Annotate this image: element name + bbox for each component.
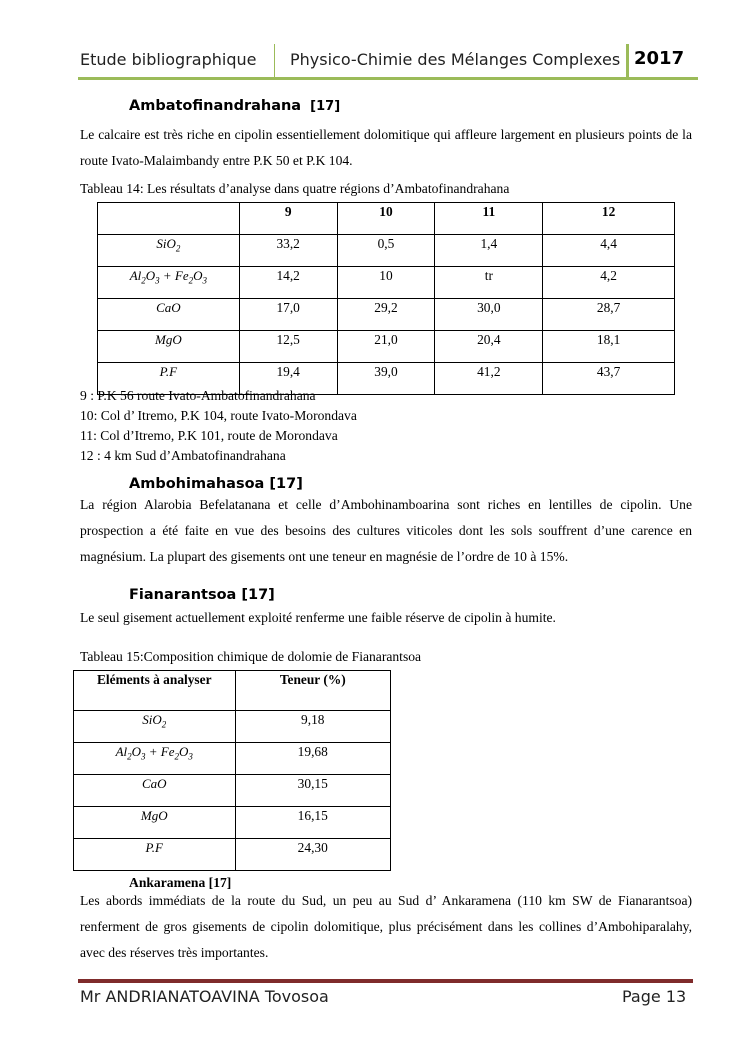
row-label-sio2 bbox=[98, 235, 240, 267]
formula-sio2: SiO$_2$ bbox=[156, 236, 181, 254]
table-row bbox=[98, 235, 675, 267]
formula-al2o3-fe2o3: $Al_2O_3 + Fe_2O_3$ bbox=[115, 744, 193, 762]
header-year: 2017 bbox=[634, 48, 685, 69]
table-header-row bbox=[74, 671, 391, 711]
table-row bbox=[74, 711, 391, 743]
table-cell: 9,18 bbox=[235, 711, 391, 743]
header-rule bbox=[78, 77, 698, 80]
table-15 bbox=[73, 670, 391, 871]
row-label-cao: CaO bbox=[98, 299, 240, 331]
table-cell: 10 bbox=[337, 267, 435, 299]
table-header-cell bbox=[98, 203, 240, 235]
table14-notes bbox=[80, 386, 357, 466]
row-label-sio2 bbox=[74, 711, 236, 743]
header-separator bbox=[274, 44, 275, 78]
section-heading-text: Ambatofinandrahana bbox=[129, 98, 302, 114]
table-cell: 4,2 bbox=[543, 267, 675, 299]
section-reference: [17] bbox=[310, 99, 341, 114]
table-header-cell: 10 bbox=[337, 203, 435, 235]
table-cell: 20,4 bbox=[435, 331, 543, 363]
formula-al2o3-fe2o3: $Al_2O_3 + Fe_2O_3$ bbox=[129, 268, 208, 286]
table-cell: 28,7 bbox=[543, 299, 675, 331]
table-header-cell: 9 bbox=[239, 203, 337, 235]
table-header-cell: Teneur (%) bbox=[235, 671, 391, 711]
row-label-al2o3-fe2o3 bbox=[98, 267, 240, 299]
row-label-mgo: MgO bbox=[74, 807, 236, 839]
table-header-cell: Eléments à analyser bbox=[74, 671, 236, 711]
table-cell: 19,4 bbox=[239, 363, 337, 395]
table-cell: 0,5 bbox=[337, 235, 435, 267]
footer-author: Mr ANDRIANATOAVINA Tovosoa bbox=[80, 987, 329, 1006]
table-cell: 33,2 bbox=[239, 235, 337, 267]
table-header-cell: 11 bbox=[435, 203, 543, 235]
table-row bbox=[98, 299, 675, 331]
table-row bbox=[74, 743, 391, 775]
table-14 bbox=[97, 202, 675, 395]
table-cell: 24,30 bbox=[235, 839, 391, 871]
table-cell: 30,0 bbox=[435, 299, 543, 331]
row-label-al2o3-fe2o3 bbox=[74, 743, 236, 775]
table15-caption: Tableau 15:Composition chimique de dolomie de Fianarantsoa bbox=[80, 649, 422, 664]
table-cell: 1,4 bbox=[435, 235, 543, 267]
table-cell: 39,0 bbox=[337, 363, 435, 395]
header-document-type: Etude bibliographique bbox=[80, 50, 257, 69]
paragraph-ambatofinandrahana: Le calcaire est très riche en cipolin essentiellement dolomitique qui affleure largement en plusieurs points de la route Ivato-Malaimbandy entre P.K 50 et P.K 104. bbox=[80, 127, 692, 168]
table-header-row bbox=[98, 203, 675, 235]
table-cell: 41,2 bbox=[435, 363, 543, 395]
table-cell: 18,1 bbox=[543, 331, 675, 363]
table-row bbox=[98, 331, 675, 363]
row-label-mgo: MgO bbox=[98, 331, 240, 363]
table-cell: 29,2 bbox=[337, 299, 435, 331]
section-heading-ambatofinandrahana bbox=[129, 98, 340, 114]
table-row bbox=[98, 267, 675, 299]
table-cell: 21,0 bbox=[337, 331, 435, 363]
footer-rule bbox=[78, 979, 693, 983]
footer-page-number: Page 13 bbox=[622, 987, 687, 1006]
table-note: 12 : 4 km Sud d’Ambatofinandrahana bbox=[80, 448, 286, 463]
paragraph-ankaramena: Les abords immédiats de la route du Sud, un peu au Sud d’ Ankaramena (110 km SW de Fianarantsoa) renferment de gros gisements de cipolin dolomitique, plus précisément dans les collines d’Ambohiparalahy, avec des réserves très importantes. bbox=[80, 893, 692, 960]
table-cell: 4,4 bbox=[543, 235, 675, 267]
table-header-cell: 12 bbox=[543, 203, 675, 235]
section-heading-ankaramena: Ankaramena [17] bbox=[129, 875, 232, 890]
table-cell: 19,68 bbox=[235, 743, 391, 775]
table-cell: tr bbox=[435, 267, 543, 299]
formula-sio2: SiO$_2$ bbox=[142, 712, 167, 730]
table-cell: 43,7 bbox=[543, 363, 675, 395]
table-cell: 16,15 bbox=[235, 807, 391, 839]
table-cell: 30,15 bbox=[235, 775, 391, 807]
header-separator-bold bbox=[626, 44, 629, 78]
table-note: 9 : P.K 56 route Ivato-Ambatofinandrahana bbox=[80, 388, 316, 403]
table-row bbox=[74, 775, 391, 807]
row-label-pf: P.F bbox=[98, 363, 240, 395]
table-note: 10: Col d’ Itremo, P.K 104, route Ivato-Morondava bbox=[80, 408, 357, 423]
table-row bbox=[74, 807, 391, 839]
paragraph-ambohimahasoa: La région Alarobia Befelatanana et celle d’Ambohinamboarina sont riches en lentilles de cipolin. Une prospection a été faite en vue des besoins des cultures viticoles dont les sols souffrent d’une carence en magnésium. La plupart des gisements ont une teneur en magnésie de l’ordre de 10 à 15%. bbox=[80, 497, 692, 564]
table-note: 11: Col d’Itremo, P.K 101, route de Morondava bbox=[80, 428, 338, 443]
section-heading-ambohimahasoa: Ambohimahasoa [17] bbox=[129, 476, 303, 492]
row-label-pf: P.F bbox=[74, 839, 236, 871]
section-heading-fianarantsoa: Fianarantsoa [17] bbox=[129, 587, 275, 603]
table-cell: 14,2 bbox=[239, 267, 337, 299]
table-cell: 12,5 bbox=[239, 331, 337, 363]
row-label-cao: CaO bbox=[74, 775, 236, 807]
table-cell: 17,0 bbox=[239, 299, 337, 331]
table14-caption: Tableau 14: Les résultats d’analyse dans quatre régions d’Ambatofinandrahana bbox=[80, 181, 510, 196]
paragraph-fianarantsoa: Le seul gisement actuellement exploité renferme une faible réserve de cipolin à humite. bbox=[80, 610, 556, 625]
table-row bbox=[74, 839, 391, 871]
header-title: Physico-Chimie des Mélanges Complexes bbox=[290, 50, 621, 69]
